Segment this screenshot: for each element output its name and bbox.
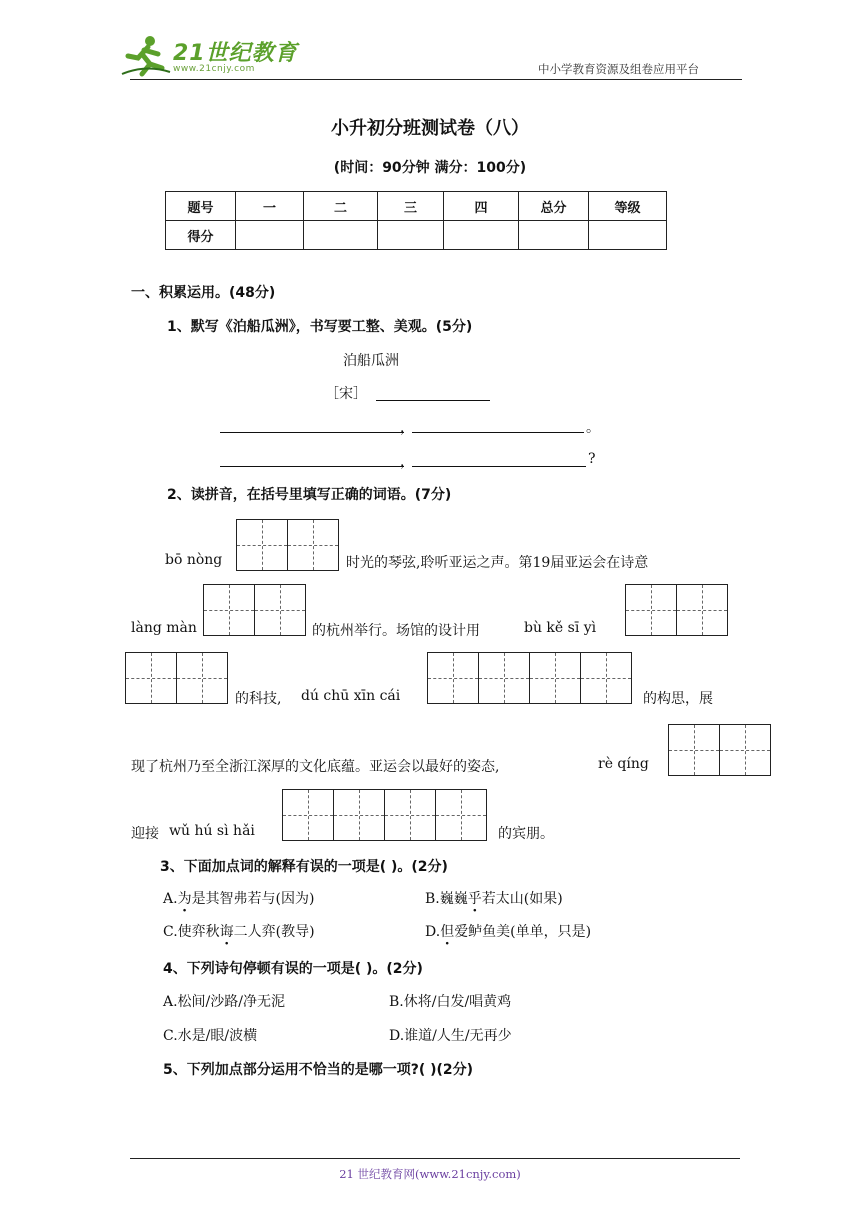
table-header-cell: 三 (378, 192, 444, 221)
poem-line-blank[interactable] (220, 466, 404, 467)
table-header-cell: 等级 (589, 192, 667, 221)
author-blank[interactable] (376, 400, 490, 401)
word-grid[interactable] (203, 584, 305, 636)
char-box[interactable] (580, 652, 632, 704)
option-c[interactable]: C.水是/眼/波横 (163, 1028, 258, 1044)
footer-divider (130, 1158, 740, 1159)
score-table (165, 191, 667, 250)
option-a[interactable]: A.松间/沙路/净无泥 (163, 994, 285, 1010)
char-box[interactable] (668, 724, 720, 776)
poem-dynasty: ［宋］ (325, 386, 367, 402)
word-grid[interactable] (125, 652, 227, 704)
passage-text: 迎接 (131, 826, 159, 842)
score-cell[interactable] (519, 221, 589, 250)
question-2-prompt: 2、读拼音，在括号里填写正确的词语。(7分) (167, 487, 452, 503)
pinyin: dú chū xīn cái (301, 688, 401, 704)
score-table-header-row (166, 192, 667, 221)
word-grid[interactable] (282, 789, 486, 841)
runner-logo-icon (120, 34, 172, 78)
header-platform-text: 中小学教育资源及组卷应用平台 (538, 62, 699, 76)
poem-title: 泊船瓜洲 (343, 353, 399, 369)
score-cell[interactable] (304, 221, 378, 250)
logo-url: www.21cnjy.com (173, 64, 255, 74)
dotted-char: 为 (177, 891, 192, 907)
poem-line-blank[interactable] (412, 432, 584, 433)
passage-text: 的宾朋。 (498, 826, 554, 842)
table-header-cell: 题号 (166, 192, 236, 221)
word-grid[interactable] (236, 519, 338, 571)
score-cell[interactable] (378, 221, 444, 250)
char-box[interactable] (236, 519, 288, 571)
word-grid[interactable] (427, 652, 631, 704)
word-grid[interactable] (625, 584, 727, 636)
section-heading: 一、积累运用。(48分) (131, 285, 276, 301)
option-d[interactable]: D.谁道/人生/无再少 (389, 1028, 512, 1044)
char-box[interactable] (254, 584, 306, 636)
char-box[interactable] (203, 584, 255, 636)
punctuation: ? (588, 451, 596, 467)
score-cell[interactable] (589, 221, 667, 250)
char-box[interactable] (478, 652, 530, 704)
passage-text: 的科技, (235, 691, 282, 707)
char-box[interactable] (625, 584, 677, 636)
dotted-char: 乎 (467, 891, 482, 907)
option-d[interactable]: D.但爱鲈鱼美(单单，只是) (425, 924, 592, 940)
page-title: 小升初分班测试卷（八） (331, 118, 529, 139)
score-cell[interactable] (236, 221, 304, 250)
header-divider (130, 79, 742, 80)
poem-line-blank[interactable] (220, 432, 404, 433)
word-grid[interactable] (668, 724, 770, 776)
char-box[interactable] (384, 789, 436, 841)
punctuation: 。 (586, 420, 600, 436)
question-5-prompt: 5、下列加点部分运用不恰当的是哪一项?( )(2分) (163, 1062, 474, 1078)
char-box[interactable] (427, 652, 479, 704)
question-4-prompt: 4、下列诗句停顿有误的一项是( )。(2分) (163, 961, 423, 977)
punctuation: ， (400, 420, 414, 436)
char-box[interactable] (435, 789, 487, 841)
table-header-cell: 总分 (519, 192, 589, 221)
poem-line-blank[interactable] (412, 466, 586, 467)
score-table-row (166, 221, 667, 250)
dotted-char: 诲 (219, 924, 234, 940)
logo-text: 21世纪教育 (173, 41, 298, 66)
passage-text: 现了杭州乃至全浙江深厚的文化底蕴。亚运会以最好的姿态, (131, 759, 500, 775)
option-a[interactable]: A.为是其智弗若与(因为) (163, 891, 315, 907)
char-box[interactable] (125, 652, 177, 704)
pinyin: làng màn (131, 620, 197, 636)
question-3-prompt: 3、下面加点词的解释有误的一项是( )。(2分) (160, 859, 448, 875)
char-box[interactable] (333, 789, 385, 841)
score-cell[interactable] (444, 221, 519, 250)
char-box[interactable] (176, 652, 228, 704)
table-row-label: 得分 (166, 221, 236, 250)
passage-text: 的构思，展 (643, 691, 713, 707)
footer-text: 21 世纪教育网(www.21cnjy.com) (339, 1167, 521, 1181)
table-header-cell: 二 (304, 192, 378, 221)
dotted-char: 但 (440, 924, 455, 940)
passage-text: 时光的琴弦,聆听亚运之声。第19届亚运会在诗意 (346, 555, 649, 571)
char-box[interactable] (676, 584, 728, 636)
passage-text: 的杭州举行。场馆的设计用 (312, 623, 480, 639)
pinyin: bù kě sī yì (524, 620, 597, 636)
option-b[interactable]: B.休将/白发/唱黄鸡 (389, 994, 512, 1010)
option-b[interactable]: B.巍巍乎若太山(如果) (425, 891, 563, 907)
table-header-cell: 四 (444, 192, 519, 221)
table-header-cell: 一 (236, 192, 304, 221)
question-1-prompt: 1、默写《泊船瓜洲》，书写要工整、美观。(5分) (167, 319, 473, 335)
char-box[interactable] (282, 789, 334, 841)
exam-subtitle: (时间：90分钟 满分：100分) (333, 160, 527, 176)
pinyin: rè qíng (598, 756, 649, 772)
pinyin: wǔ hú sì hǎi (169, 823, 255, 839)
char-box[interactable] (719, 724, 771, 776)
char-box[interactable] (287, 519, 339, 571)
punctuation: ， (400, 454, 414, 470)
char-box[interactable] (529, 652, 581, 704)
pinyin: bō nòng (165, 552, 223, 568)
option-c[interactable]: C.使弈秋诲二人弈(教导) (163, 924, 315, 940)
